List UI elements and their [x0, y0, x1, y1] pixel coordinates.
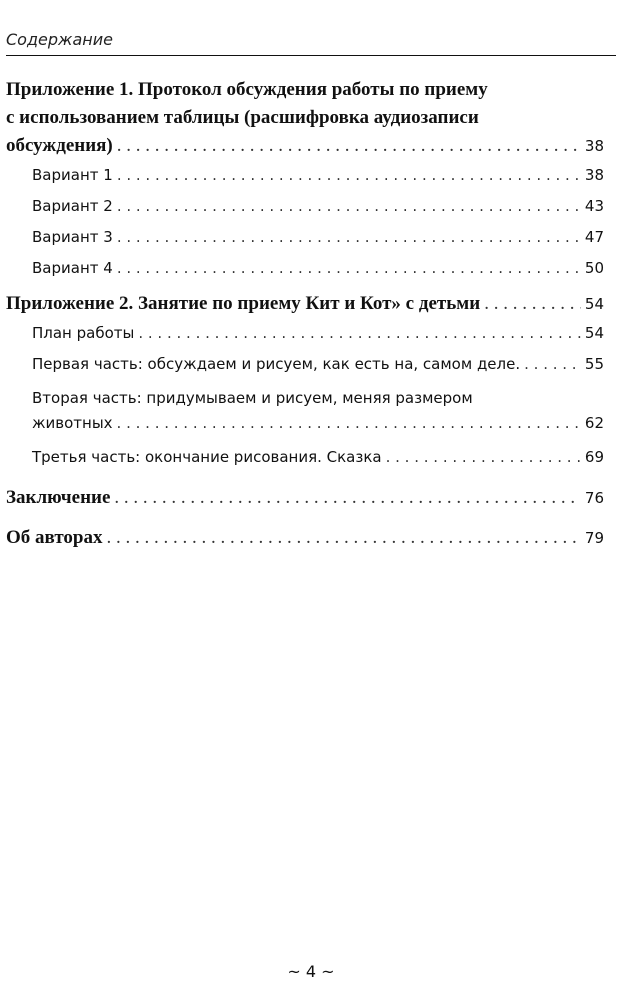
leader-dots: [117, 253, 581, 284]
toc-variant-3[interactable]: [6, 222, 604, 253]
page-number: ~ 4 ~: [287, 962, 335, 981]
leader-dots: [114, 481, 580, 515]
toc-appendix-2[interactable]: [6, 290, 604, 318]
leader-dots: [106, 521, 580, 555]
toc-variant-2[interactable]: [6, 191, 604, 222]
leader-dots: [386, 442, 581, 473]
toc-part-2-line-1[interactable]: Вторая часть: придумываем и рисуем, меняя размером: [32, 389, 473, 407]
toc-entry-page: 55: [584, 355, 604, 373]
toc-entry-title: Первая часть: обсуждаем и рисуем, как есть на, самом деле.: [32, 355, 521, 373]
toc-entry-page: 69: [584, 448, 604, 466]
leader-dots: [117, 132, 581, 160]
toc-entry-page: 54: [584, 324, 604, 342]
header-rule: [6, 55, 616, 56]
toc-part-2[interactable]: [6, 410, 604, 436]
toc-entry-page: 43: [584, 197, 604, 215]
leader-dots: [117, 222, 581, 253]
toc-entry-page: 38: [584, 137, 604, 155]
running-head: Содержание: [6, 30, 113, 49]
toc-entry-page: 62: [584, 414, 604, 432]
toc-part-3[interactable]: [6, 442, 604, 473]
toc-entry-title: животных: [32, 414, 113, 432]
toc-entry-title: Вариант 2: [32, 197, 113, 215]
toc-entry-page: 50: [584, 259, 604, 277]
leader-dots: [117, 160, 581, 191]
toc-appendix-1-line-1[interactable]: Приложение 1. Протокол обсуждения работы по приему: [6, 79, 488, 100]
toc-entry-title: Приложение 2. Занятие по приему Кит и Кот» с детьми: [6, 293, 481, 314]
toc-entry-page: 54: [584, 295, 604, 313]
toc-work-plan[interactable]: [6, 318, 604, 349]
toc-entry-page: 76: [584, 489, 604, 507]
toc-entry-title: Вариант 4: [32, 259, 113, 277]
leader-dots: [138, 318, 581, 349]
toc-entry-title: Заключение: [6, 487, 111, 508]
toc-conclusion[interactable]: [6, 481, 604, 515]
toc-entry-page: 79: [584, 529, 604, 547]
toc-entry-title: Третья часть: окончание рисования. Сказка: [32, 448, 382, 466]
leader-dots: [117, 410, 581, 436]
toc-entry-title: Вариант 1: [32, 166, 113, 184]
toc-entry-title: План работы: [32, 324, 135, 342]
toc-variant-1[interactable]: [6, 160, 604, 191]
leader-dots: [484, 290, 581, 318]
toc-entry-title: обсуждения): [6, 135, 113, 156]
leader-dots: [524, 349, 581, 380]
toc-entry-page: 47: [584, 228, 604, 246]
toc-appendix-1[interactable]: [6, 132, 604, 160]
toc-entry-title: Вариант 3: [32, 228, 113, 246]
toc-variant-4[interactable]: [6, 253, 604, 284]
toc-entry-title: Об авторах: [6, 527, 103, 548]
toc-entry-page: 38: [584, 166, 604, 184]
toc-authors[interactable]: [6, 521, 604, 555]
toc-appendix-1-line-2[interactable]: с использованием таблицы (расшифровка аудиозаписи: [6, 107, 479, 128]
table-of-contents: [6, 76, 604, 555]
leader-dots: [117, 191, 581, 222]
toc-part-1[interactable]: [6, 349, 604, 380]
